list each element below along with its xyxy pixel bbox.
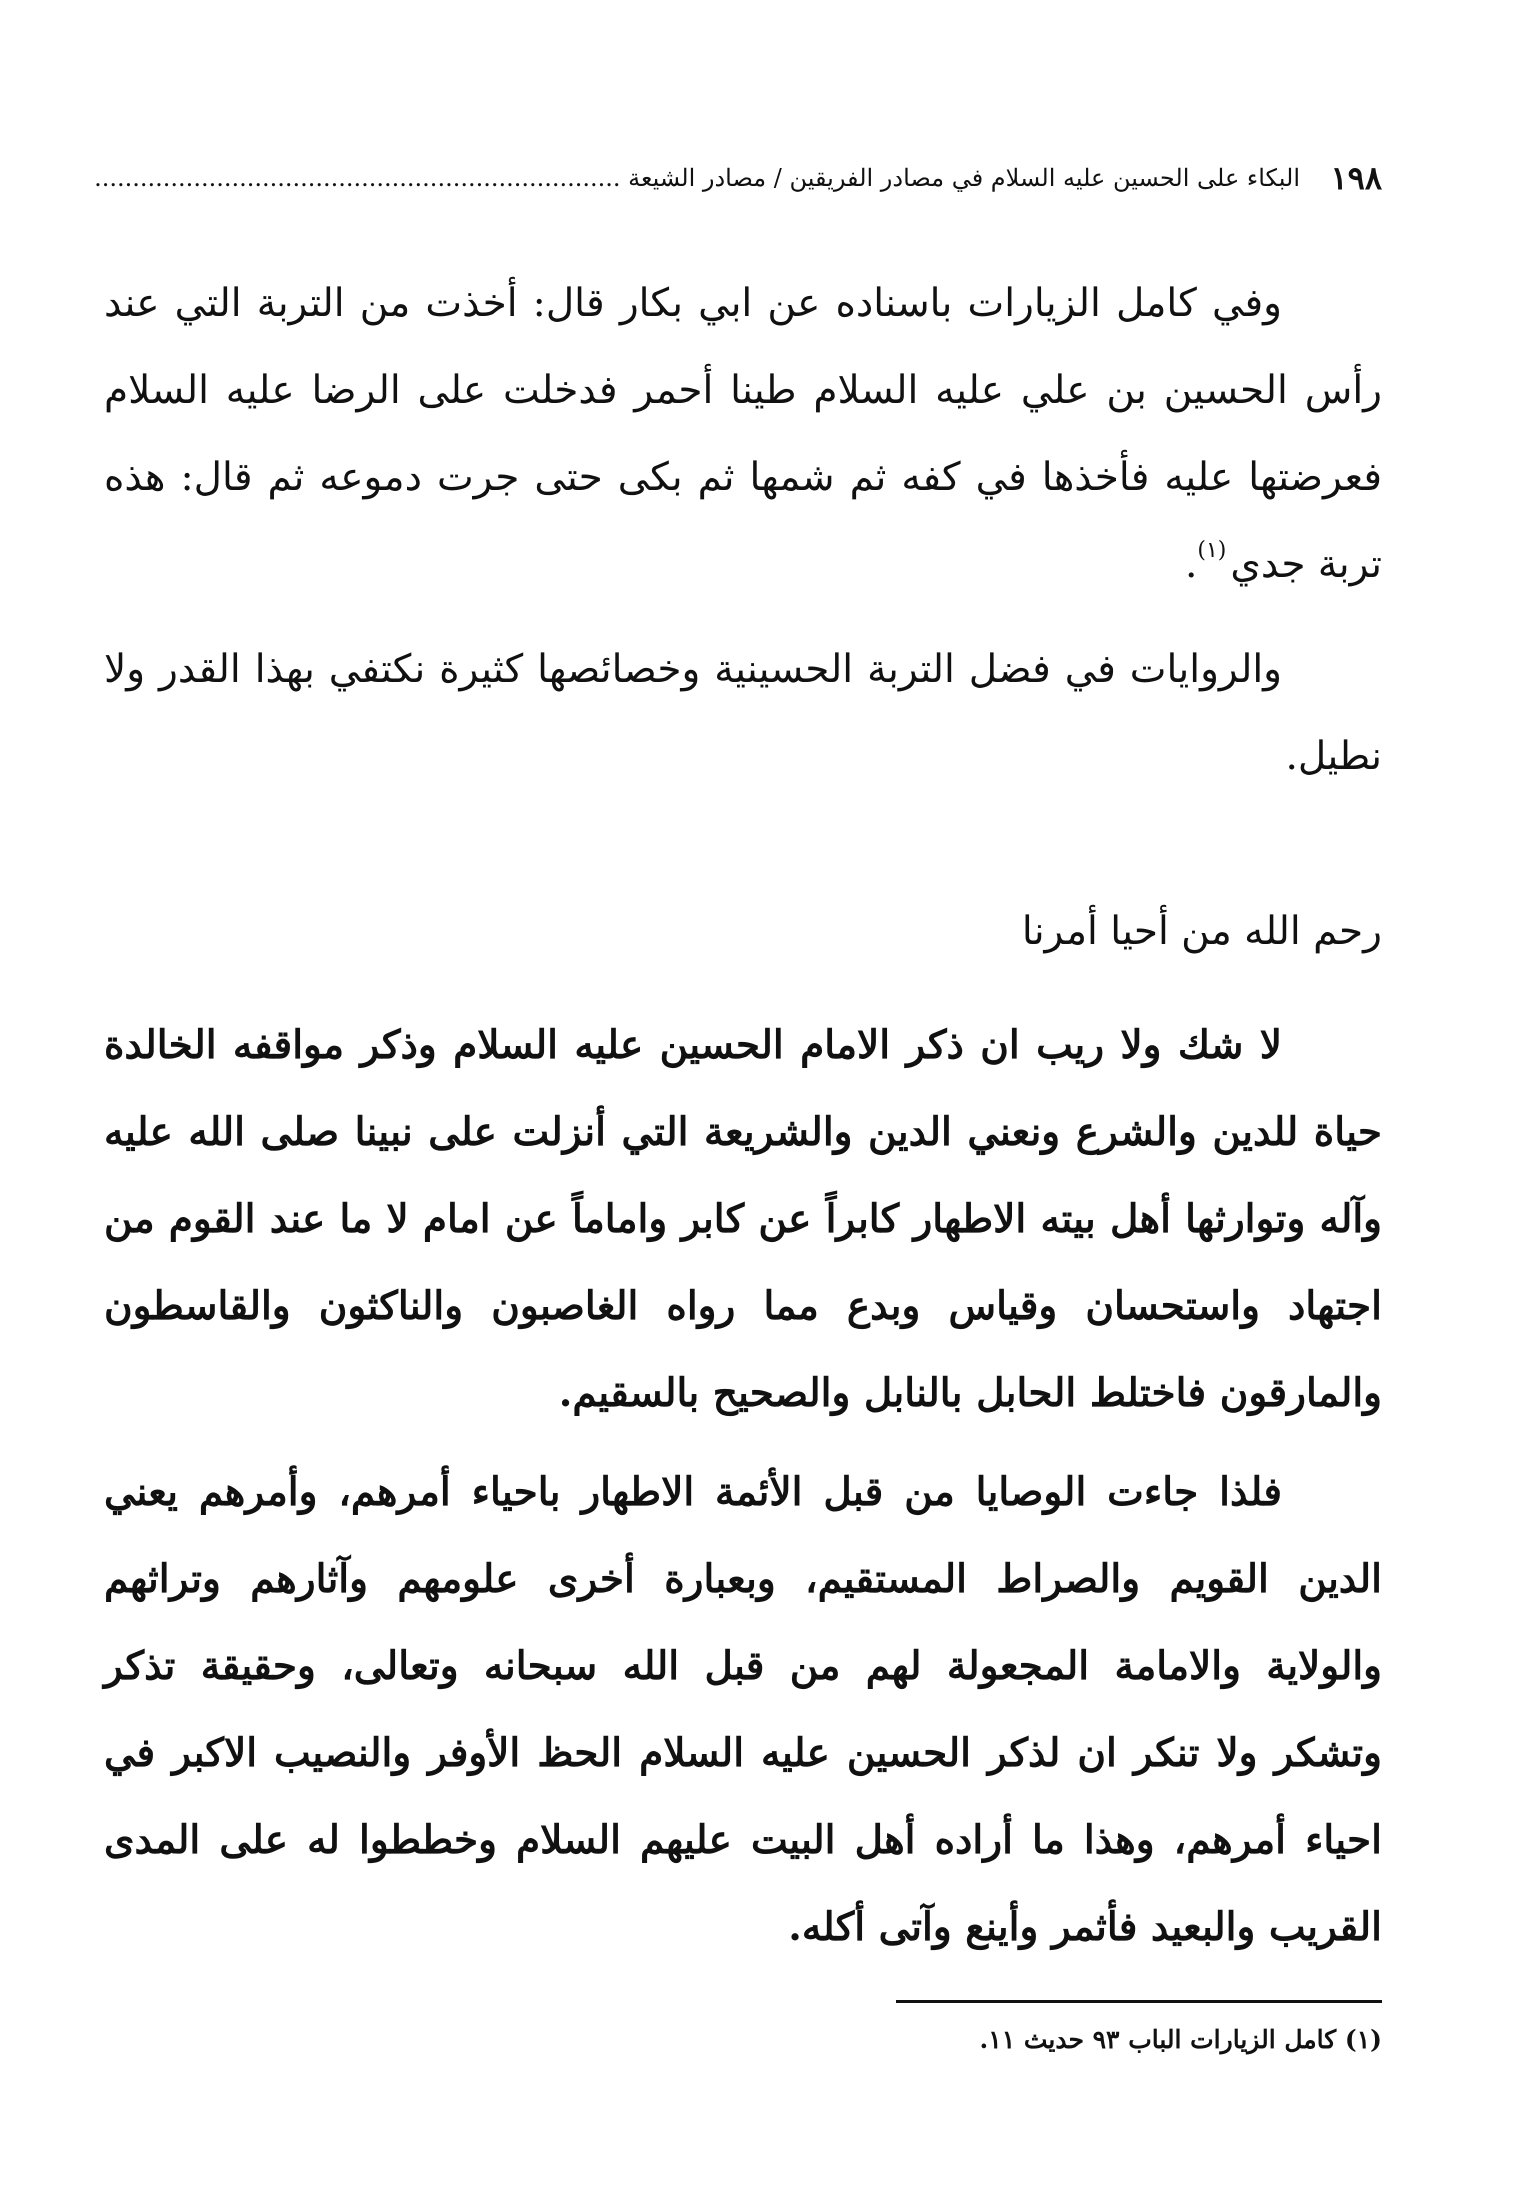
paragraph-text: وفي كامل الزيارات باسناده عن ابي بكار قال: أخذت من التربة التي عند رأس الحسين بن علي عليه السلام طينا أحمر فدخلت على الرضا عليه السلام فعرضتها عليه فأخذها في كفه ثم شمها ثم بكى حتى جرت دموعه ثم قال: هذه تربة جدي [104, 281, 1382, 587]
body-text [104, 260, 1382, 1971]
paragraph: والروايات في فضل التربة الحسينية وخصائصها كثيرة نكتفي بهذا القدر ولا نطيل. [104, 647, 1382, 779]
page-header [96, 158, 1382, 202]
section-heading: رحم الله من أحيا أمرنا [1021, 909, 1382, 954]
footnote-divider [896, 2000, 1382, 2003]
paragraph-end-punctuation: . [1184, 542, 1198, 587]
paragraph: فلذا جاءت الوصايا من قبل الأئمة الاطهار باحياء أمرهم، وأمرهم يعني الدين القويم والصراط المستقيم، وبعبارة أخرى علومهم وآثارهم وتراثهم والولاية والامامة المجعولة لهم من قبل الله سبحانه وتعالى، وحقيقة تذكر وتشكر ولا تنكر ان لذكر الحسين عليه السلام الحظ الأوفر والنصيب الاكبر في احياء أمرهم، وهذا ما أراده أهل البيت عليهم السلام وخططوا له على المدى القريب والبعيد فأثمر وأينع وآتى أكله. [104, 1469, 1382, 1950]
page-number: ١٩٨ [1330, 159, 1382, 197]
paragraph [104, 260, 1382, 614]
running-title: البكاء على الحسين عليه السلام في مصادر الفريقين / مصادر الشيعة ..... [96, 158, 1300, 198]
footnote-marker: (١) [1197, 538, 1227, 563]
paragraph: لا شك ولا ريب ان ذكر الامام الحسين عليه السلام وذكر مواقفه الخالدة حياة للدين والشرع ونعني الدين والشريعة التي أنزلت على نبينا صلى الله عليه وآله وتوارثها أهل بيته الاطهار كابراً عن كابر واماماً عن امام لا ما عند القوم من اجتهاد واستحسان وقياس وبدع مما رواه الغاصبون والناكثون والقاسطون والمارقون فاختلط الحابل بالنابل والصحيح بالسقيم. [104, 1022, 1382, 1416]
footnote: (١) كامل الزيارات الباب ٩٣ حديث ١١. [979, 2025, 1382, 2054]
